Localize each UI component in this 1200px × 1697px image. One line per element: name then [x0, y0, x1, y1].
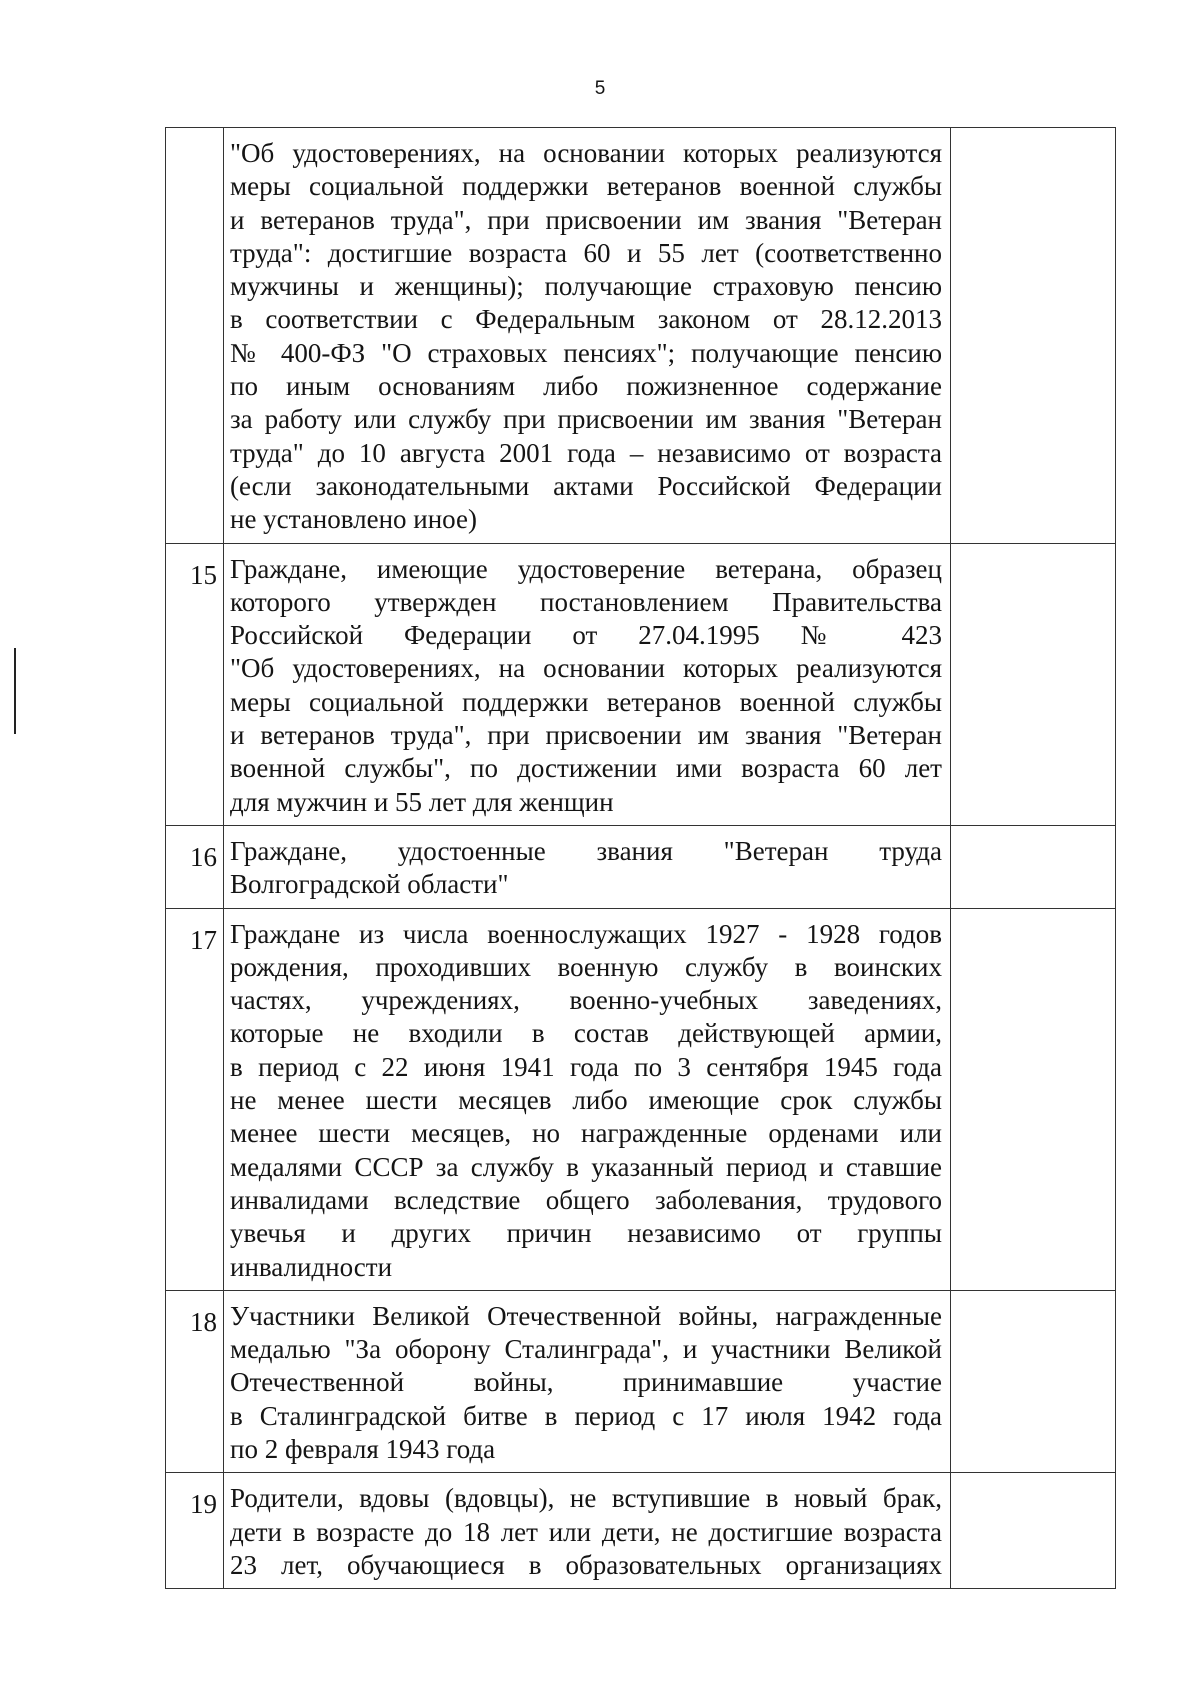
text-line: в соответствии с Федеральным законом от 28.12.2013	[230, 304, 942, 335]
row-number: 17	[166, 908, 224, 1290]
text-line: военной службы", по достижении ими возраста 60 лет	[230, 753, 942, 784]
table-row	[166, 1290, 1116, 1472]
text-line: Граждане, удостоенные звания "Ветеран труда	[230, 835, 942, 866]
text-line: инвалидности	[230, 1251, 393, 1282]
row-number: 19	[166, 1473, 224, 1589]
text-line: по 2 февраля 1943 года	[230, 1433, 496, 1464]
description-paragraph	[230, 1482, 942, 1582]
description-paragraph	[230, 137, 942, 537]
text-line: меры социальной поддержки ветеранов военной службы	[230, 171, 942, 202]
table-row	[166, 825, 1116, 908]
text-line: за работу или службу при присвоении им звания "Ветеран	[230, 404, 942, 435]
text-line: в Сталинградской битве в период с 17 июля 1942 года	[230, 1400, 942, 1431]
row-number: 15	[166, 543, 224, 825]
text-line: 23 лет, обучающиеся в образовательных организациях	[230, 1549, 942, 1580]
text-line: "Об удостоверениях, на основании которых реализуются	[230, 653, 942, 684]
text-line: Участники Великой Отечественной войны, награжденные	[230, 1300, 942, 1331]
text-line: (если законодательными актами Российской Федерации	[230, 470, 942, 501]
row-description	[224, 543, 951, 825]
text-line: по иным основаниям либо пожизненное содержание	[230, 371, 942, 402]
text-line: медалями СССР за службу в указанный период и ставшие	[230, 1151, 942, 1182]
description-paragraph	[230, 918, 942, 1284]
text-line: Российской Федерации от 27.04.1995 № 423	[230, 620, 942, 651]
text-line: не менее шести месяцев либо имеющие срок службы	[230, 1085, 942, 1116]
row-description	[224, 1290, 951, 1472]
benefits-table	[165, 127, 1116, 1589]
text-line: менее шести месяцев, но награжденные орденами или	[230, 1118, 942, 1149]
row-empty-cell	[951, 543, 1116, 825]
description-paragraph	[230, 553, 942, 819]
scan-margin-mark	[14, 648, 16, 734]
text-line: труда": достигшие возраста 60 и 55 лет (соответственно	[230, 237, 942, 268]
row-empty-cell	[951, 1473, 1116, 1589]
page-number: 5	[594, 78, 606, 99]
row-description	[224, 825, 951, 908]
text-line: частях, учреждениях, военно-учебных заведениях,	[230, 985, 942, 1016]
row-number	[166, 128, 224, 544]
row-description	[224, 1473, 951, 1589]
row-number: 18	[166, 1290, 224, 1472]
row-description	[224, 128, 951, 544]
text-line: и ветеранов труда", при присвоении им звания "Ветеран	[230, 204, 942, 235]
text-line: которого утвержден постановлением Правительства	[230, 586, 942, 617]
text-line: Граждане, имеющие удостоверение ветерана, образец	[230, 553, 942, 584]
text-line: медалью "За оборону Сталинграда", и участники Великой	[230, 1334, 942, 1365]
text-line: не установлено иное)	[230, 504, 477, 535]
text-line: увечья и других причин независимо от группы	[230, 1218, 942, 1249]
table-row	[166, 543, 1116, 825]
text-line: и ветеранов труда", при присвоении им звания "Ветеран	[230, 720, 942, 751]
text-line: которые не входили в состав действующей армии,	[230, 1018, 942, 1049]
text-line: для мужчин и 55 лет для женщин	[230, 786, 614, 817]
text-line: № 400-ФЗ "О страховых пенсиях"; получающие пенсию	[230, 337, 942, 368]
text-line: рождения, проходивших военную службу в воинских	[230, 951, 942, 982]
row-description	[224, 908, 951, 1290]
row-number: 16	[166, 825, 224, 908]
text-line: инвалидами вследствие общего заболевания, трудового	[230, 1184, 942, 1215]
text-line: Отечественной войны, принимавшие участие	[230, 1367, 942, 1398]
table-row	[166, 1473, 1116, 1589]
table-body	[166, 128, 1116, 1589]
text-line: труда" до 10 августа 2001 года – независимо от возраста	[230, 437, 942, 468]
text-line: "Об удостоверениях, на основании которых реализуются	[230, 138, 942, 168]
row-empty-cell	[951, 825, 1116, 908]
description-paragraph	[230, 1300, 942, 1466]
row-empty-cell	[951, 908, 1116, 1290]
text-line: Волгоградской области"	[230, 869, 509, 900]
text-line: дети в возрасте до 18 лет или дети, не достигшие возраста	[230, 1516, 942, 1547]
table-row	[166, 908, 1116, 1290]
description-paragraph	[230, 835, 942, 902]
text-line: мужчины и женщины); получающие страховую пенсию	[230, 271, 942, 302]
text-line: меры социальной поддержки ветеранов военной службы	[230, 686, 942, 717]
text-line: Родители, вдовы (вдовцы), не вступившие в новый брак,	[230, 1483, 942, 1514]
text-line: Граждане из числа военнослужащих 1927 - 1928 годов	[230, 918, 942, 949]
table-row	[166, 128, 1116, 544]
row-empty-cell	[951, 128, 1116, 544]
row-empty-cell	[951, 1290, 1116, 1472]
text-line: в период с 22 июня 1941 года по 3 сентября 1945 года	[230, 1051, 942, 1082]
